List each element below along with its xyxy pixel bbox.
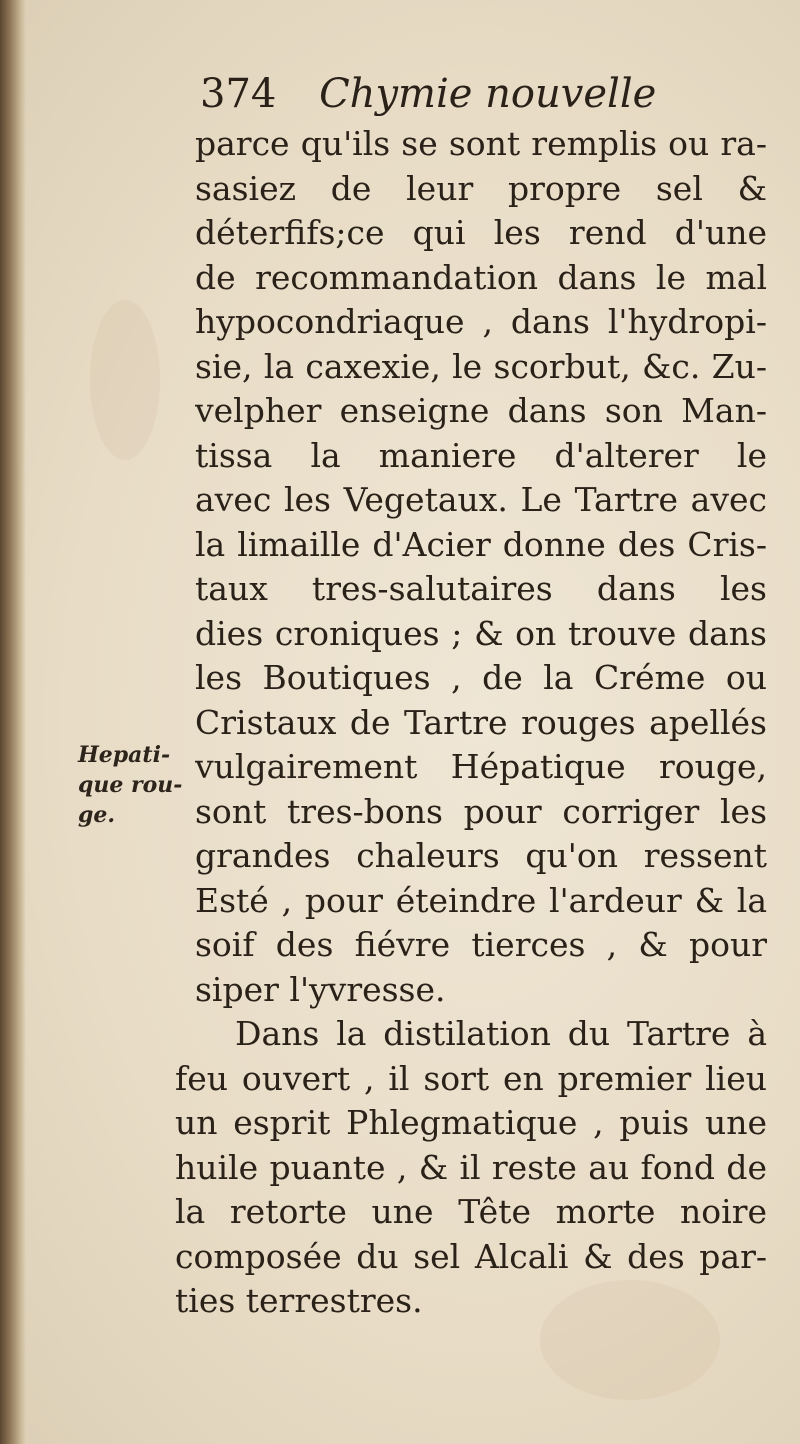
text-line: les Boutiques , de la Créme ou (195, 658, 767, 697)
text-line: huile puante , & il reste au fond de (175, 1147, 767, 1187)
text-line: parce qu'ils se sont remplis ou ra- (195, 124, 767, 163)
text-line: vulgairement Hépatique rouge, (195, 747, 767, 786)
text-line: la limaille d'Acier donne des Cris- (195, 524, 767, 564)
text-line: sie, la caxexie, le scorbut, &c. Zu- (195, 346, 767, 386)
text-line: composée du sel Alcali & des par- (175, 1236, 767, 1276)
text-line: tissa la maniere d'alterer le (195, 435, 767, 475)
running-header (200, 68, 760, 120)
text-line: taux tres-salutaires dans les (195, 569, 767, 608)
text-line: Cristaux de Tartre rouges apellés (195, 702, 767, 742)
page-number: 374 (200, 71, 277, 117)
text-line: un esprit Phlegmatique , puis une (175, 1103, 767, 1142)
text-line: sont tres-bons pour corriger les (195, 791, 767, 831)
margin-note (78, 740, 188, 830)
text-line: velpher enseigne dans son Man- (195, 391, 767, 430)
text-line: déterfifs;ce qui les rend d'une (195, 213, 767, 252)
body-text (175, 122, 767, 1324)
margin-note-line: ge. (78, 802, 116, 828)
page-gutter (0, 0, 26, 1444)
text-line: hypocondriaque , dans l'hydropi- (195, 302, 767, 341)
text-line: de recommandation dans le mal (195, 257, 767, 297)
text-line: Esté , pour éteindre l'ardeur & la (195, 880, 767, 920)
text-line: Dans la distilation du Tartre à (235, 1014, 767, 1053)
paper-stain (90, 300, 160, 460)
margin-note-line: que rou- (78, 772, 183, 798)
text-line: dies croniques ; & on trouve dans (195, 613, 767, 653)
running-title: Chymie nouvelle (319, 71, 657, 117)
text-line: soif des fiévre tierces , & pour (195, 925, 767, 964)
margin-note-line: Hepati- (78, 742, 171, 768)
text-line: avec les Vegetaux. Le Tartre avec (195, 480, 767, 519)
text-line: sasiez de leur propre sel & (195, 168, 767, 208)
text-line: feu ouvert , il sort en premier lieu (175, 1058, 767, 1098)
text-line: ties terrestres. (175, 1281, 423, 1320)
text-line: la retorte une Tête morte noire (175, 1192, 767, 1231)
text-line: grandes chaleurs qu'on ressent (195, 836, 767, 875)
text-line: siper l'yvresse. (195, 969, 446, 1009)
